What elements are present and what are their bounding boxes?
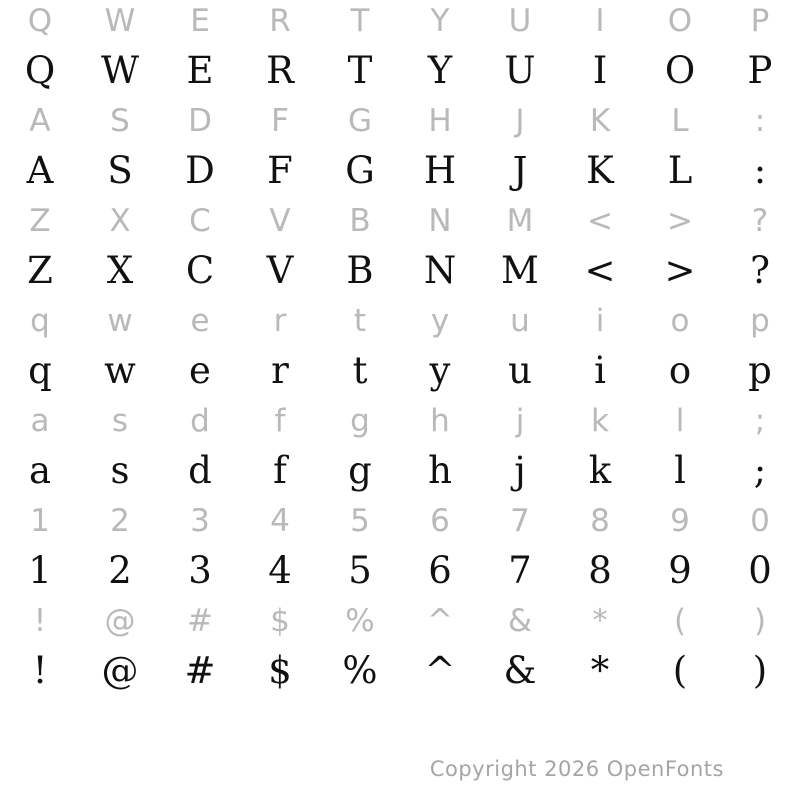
- glyph: A: [26, 149, 54, 192]
- glyph: Z: [29, 203, 51, 239]
- glyph: J: [512, 149, 528, 192]
- glyph: #: [184, 649, 216, 692]
- glyph: L: [671, 103, 689, 139]
- glyph: j: [514, 449, 526, 492]
- glyph: 2: [108, 549, 132, 592]
- glyph: f: [273, 449, 287, 492]
- glyph: S: [107, 149, 133, 192]
- glyph: 1: [28, 549, 52, 592]
- glyph: #: [187, 603, 213, 639]
- glyph: (: [673, 603, 687, 639]
- glyph: 2: [110, 503, 130, 539]
- glyph: i: [595, 303, 605, 339]
- glyph: :: [754, 103, 766, 139]
- glyph: W: [104, 3, 136, 39]
- glyph: @: [101, 649, 139, 692]
- glyph: W: [100, 49, 140, 92]
- glyph: G: [345, 149, 375, 192]
- glyph: X: [109, 203, 131, 239]
- glyph: T: [347, 49, 373, 92]
- glyph: 4: [268, 549, 292, 592]
- glyph: r: [271, 349, 289, 392]
- glyph: t: [352, 349, 368, 392]
- glyph: q: [28, 349, 52, 392]
- glyph: K: [586, 149, 614, 192]
- glyph: X: [106, 249, 134, 292]
- glyph: <: [587, 203, 613, 239]
- glyph-row-pair-uppercase-top: [0, 0, 800, 96]
- glyph: !: [32, 649, 48, 692]
- glyph: k: [588, 449, 612, 492]
- glyph: s: [110, 449, 130, 492]
- glyph: @: [104, 603, 136, 639]
- glyph: w: [104, 349, 136, 392]
- glyph: ;: [754, 403, 766, 439]
- glyph: J: [515, 103, 525, 139]
- glyph: V: [266, 249, 294, 292]
- glyph: I: [595, 3, 605, 39]
- glyph: j: [515, 403, 525, 439]
- glyph: 9: [670, 503, 690, 539]
- glyph: &: [507, 603, 533, 639]
- glyph: ): [752, 649, 768, 692]
- glyph: V: [269, 203, 291, 239]
- glyph: 4: [270, 503, 290, 539]
- glyph: P: [750, 3, 770, 39]
- glyph: 9: [668, 549, 692, 592]
- glyph-row-gray-lowercase-top: [0, 296, 800, 346]
- glyph: 3: [190, 503, 210, 539]
- glyph: D: [185, 149, 215, 192]
- glyph: ): [753, 603, 767, 639]
- glyph: a: [30, 403, 50, 439]
- glyph-row-black-uppercase-home: [0, 146, 800, 196]
- glyph: 8: [588, 549, 612, 592]
- glyph: *: [590, 649, 610, 692]
- glyph: N: [423, 249, 457, 292]
- glyph: R: [266, 49, 294, 92]
- glyph: t: [353, 303, 367, 339]
- glyph: Q: [24, 49, 56, 92]
- glyph: 3: [188, 549, 212, 592]
- glyph: &: [503, 649, 537, 692]
- glyph: g: [350, 403, 370, 439]
- glyph: D: [188, 103, 212, 139]
- glyph-row-black-digits: [0, 546, 800, 596]
- glyph: >: [667, 203, 693, 239]
- glyph: r: [273, 303, 287, 339]
- glyph: B: [349, 203, 371, 239]
- glyph: e: [190, 303, 210, 339]
- glyph: i: [594, 349, 606, 392]
- glyph: h: [430, 403, 450, 439]
- glyph: $: [270, 603, 290, 639]
- glyph: A: [29, 103, 51, 139]
- glyph: ^: [427, 603, 453, 639]
- glyph: p: [748, 349, 772, 392]
- glyph: N: [428, 203, 452, 239]
- glyph: M: [501, 249, 539, 292]
- glyph: <: [584, 249, 616, 292]
- glyph: w: [107, 303, 133, 339]
- glyph: ?: [751, 203, 769, 239]
- glyph: M: [506, 203, 534, 239]
- glyph: d: [190, 403, 210, 439]
- glyph: %: [342, 649, 378, 692]
- glyph: P: [747, 49, 773, 92]
- glyph: 6: [428, 549, 452, 592]
- glyph: p: [750, 303, 770, 339]
- glyph: R: [269, 3, 291, 39]
- glyph: l: [674, 449, 686, 492]
- glyph-row-black-uppercase-top: [0, 46, 800, 96]
- glyph-row-pair-lowercase-home: [0, 396, 800, 496]
- glyph: (: [672, 649, 688, 692]
- glyph: F: [271, 103, 289, 139]
- glyph-row-gray-symbols: [0, 596, 800, 646]
- glyph: 5: [350, 503, 370, 539]
- glyph: h: [428, 449, 452, 492]
- glyph: ^: [424, 649, 456, 692]
- glyph: C: [189, 203, 211, 239]
- glyph: o: [668, 349, 692, 392]
- glyph-row-gray-uppercase-home: [0, 96, 800, 146]
- glyph: d: [188, 449, 212, 492]
- glyph: E: [190, 3, 210, 39]
- glyph-row-gray-uppercase-bottom: [0, 196, 800, 246]
- glyph: :: [753, 149, 767, 192]
- glyph: 5: [348, 549, 372, 592]
- glyph: F: [267, 149, 293, 192]
- glyph: o: [670, 303, 690, 339]
- glyph: T: [350, 3, 370, 39]
- glyph-row-pair-lowercase-top: [0, 296, 800, 396]
- glyph-row-gray-digits: [0, 496, 800, 546]
- glyph-row-black-lowercase-home: [0, 446, 800, 496]
- glyph: Y: [427, 49, 453, 92]
- glyph: Y: [430, 3, 450, 39]
- glyph-row-pair-digits: [0, 496, 800, 596]
- glyph: !: [33, 603, 47, 639]
- glyph-row-gray-uppercase-top: [0, 0, 800, 46]
- glyph: B: [346, 249, 374, 292]
- glyph: ;: [753, 449, 767, 492]
- glyph: O: [664, 49, 696, 92]
- glyph: y: [429, 349, 451, 392]
- glyph: 0: [748, 549, 772, 592]
- glyph: 0: [750, 503, 770, 539]
- glyph: y: [430, 303, 450, 339]
- glyph: f: [274, 403, 286, 439]
- glyph: s: [111, 403, 129, 439]
- glyph: I: [592, 49, 608, 92]
- glyph: k: [591, 403, 609, 439]
- glyph: Z: [27, 249, 53, 292]
- glyph: U: [504, 49, 536, 92]
- glyph: 6: [430, 503, 450, 539]
- glyph-row-pair-symbols: [0, 596, 800, 696]
- glyph-row-gray-lowercase-home: [0, 396, 800, 446]
- glyph: 8: [590, 503, 610, 539]
- glyph: u: [508, 349, 532, 392]
- glyph-row-pair-uppercase-home: [0, 96, 800, 196]
- glyph-row-black-uppercase-bottom: [0, 246, 800, 296]
- glyph: 7: [510, 503, 530, 539]
- glyph: %: [345, 603, 375, 639]
- glyph: G: [347, 103, 373, 139]
- glyph-row-black-symbols: [0, 646, 800, 696]
- glyph: 1: [30, 503, 50, 539]
- glyph: g: [348, 449, 372, 492]
- glyph: K: [589, 103, 611, 139]
- glyph: S: [110, 103, 130, 139]
- glyph: >: [664, 249, 696, 292]
- glyph: ?: [750, 249, 770, 292]
- glyph: H: [423, 149, 457, 192]
- glyph: q: [30, 303, 50, 339]
- glyph: e: [189, 349, 211, 392]
- glyph: u: [510, 303, 530, 339]
- glyph: a: [28, 449, 52, 492]
- glyph-row-pair-uppercase-bottom: [0, 196, 800, 296]
- glyph-row-black-lowercase-top: [0, 346, 800, 396]
- glyph: Q: [27, 3, 53, 39]
- glyph: 7: [508, 549, 532, 592]
- glyph: O: [667, 3, 693, 39]
- glyph: C: [185, 249, 215, 292]
- glyph: $: [268, 649, 292, 692]
- glyph: l: [675, 403, 685, 439]
- glyph: H: [428, 103, 452, 139]
- glyph: L: [667, 149, 693, 192]
- glyph: *: [592, 603, 608, 639]
- copyright-text: Copyright 2026 OpenFonts: [429, 757, 724, 781]
- glyph: E: [186, 49, 214, 92]
- glyph: U: [508, 3, 532, 39]
